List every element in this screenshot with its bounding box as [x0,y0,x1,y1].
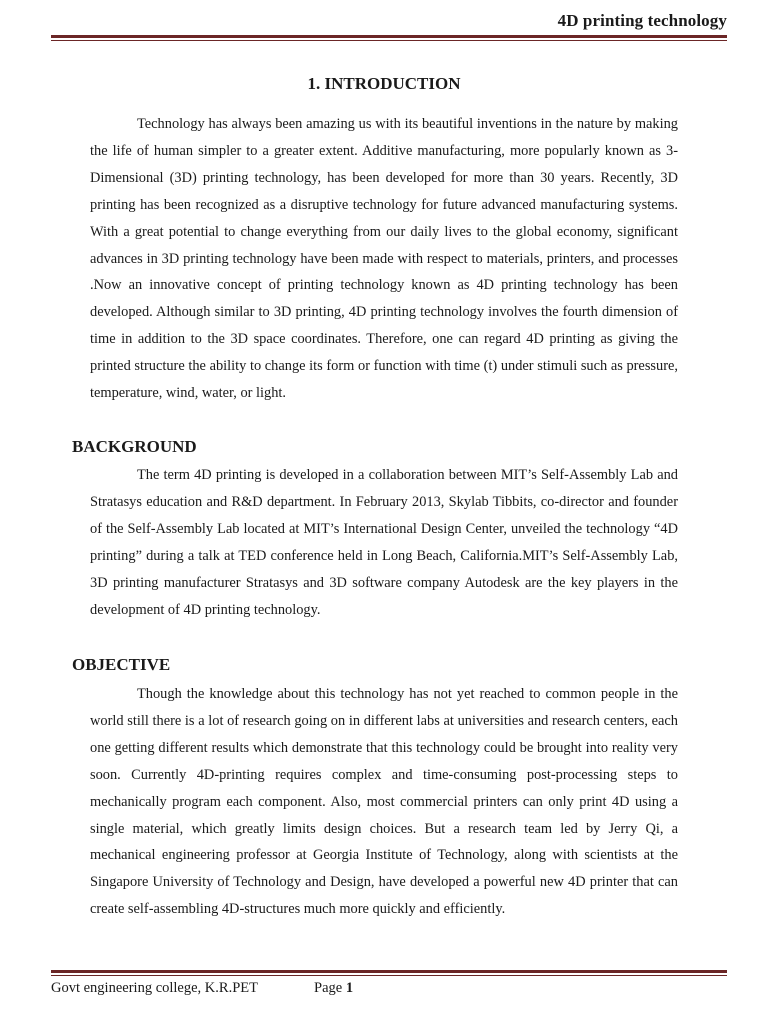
objective-paragraph: Though the knowledge about this technology has not yet reached to common people in the world still there is a lot of research going on in different labs at universities and research centers, each one getting different results which demonstrate that this technology could be brought into reality very soon. Currently 4D-printing requires complex and time-consuming post-processing steps to mechanically program each component. Also, most commercial printers can only print 4D using a single material, which greatly limits design choices. But a research team led by Jerry Qi, a mechanical engineering professor at Georgia Institute of Technology, along with scientists at the Singapore University of Technology and Design, have developed a powerful new 4D printer that can create self-assembling 4D-structures much more quickly and efficiently. [90,686,678,918]
header-rule-thin [51,40,727,41]
footer-page-number: 1 [345,980,354,996]
background-heading: BACKGROUND [72,437,197,456]
footer-page [314,980,353,997]
footer-rule-thick [51,970,727,973]
footer-rule-thin [51,975,727,976]
header-title: 4D printing technology [557,11,727,30]
background-paragraph: The term 4D printing is developed in a collaboration between MIT’s Self-Assembly Lab and Stratasys education and R&D department. In February 2013, Skylab Tibbits, co-director and founder of the Self-Assembly Lab located at MIT’s International Design Center, unveiled the technology “4D printing” during a talk at TED conference held in Long Beach, California.MIT’s Self-Assembly Lab, 3D printing manufacturer Stratasys and 3D software company Autodesk are the key players in the development of 4D printing technology. [90,467,678,618]
introduction-paragraph: Technology has always been amazing us with its beautiful inventions in the nature by making the life of human simpler to a greater extent. Additive manufacturing, more popularly known as 3-Dimensional (3D) printing technology, has been developed for more than 30 years. Recently, 3D printing has been recognized as a disruptive technology for future advanced manufacturing systems. With a great potential to change everything from our daily lives to the global economy, significant advances in 3D printing technology have been made with respect to materials, printers, and processes .Now an innovative concept of printing technology known as 4D printing technology has been developed. Although similar to 3D printing, 4D printing technology involves the fourth dimension of time in addition to the 3D space coordinates. Therefore, one can regard 4D printing as giving the printed structure the ability to change its form or function with time (t) under stimuli such as pressure, temperature, wind, water, or light. [90,116,678,402]
introduction-heading: 1. INTRODUCTION [307,74,461,93]
objective-heading: OBJECTIVE [72,655,171,674]
header-rule-thick [51,35,727,38]
footer-college: Govt engineering college, K.R.PET [51,980,258,996]
footer-page-label: Page [314,980,343,996]
